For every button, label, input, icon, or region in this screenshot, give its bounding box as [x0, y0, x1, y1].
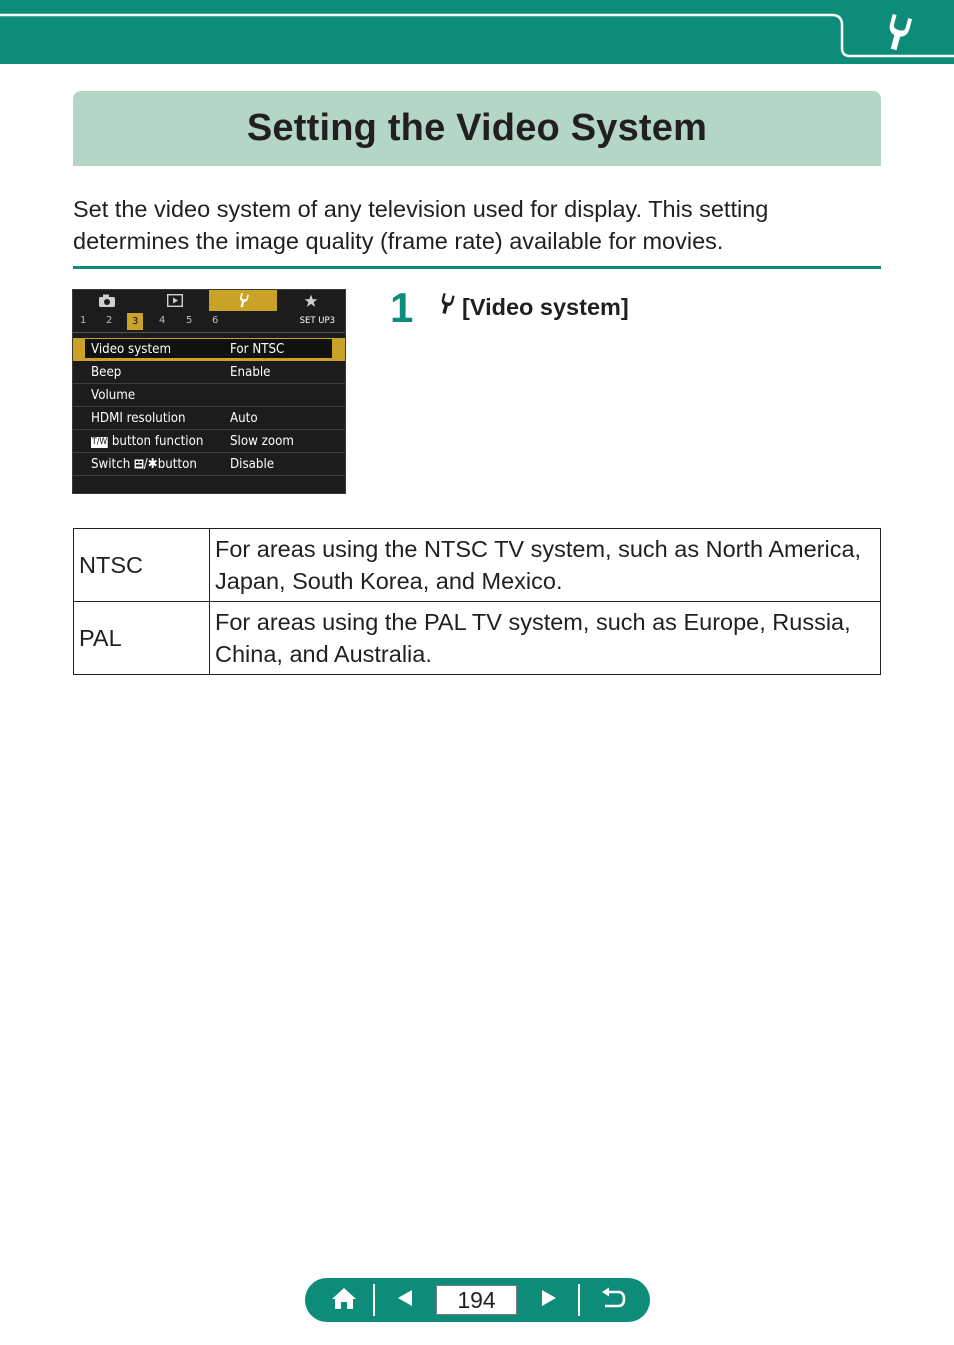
menu-row-label: HDMI resolution — [91, 410, 186, 426]
step-instruction — [436, 293, 629, 321]
menu-row-switch-button — [73, 453, 345, 476]
display-icon — [134, 456, 144, 472]
next-arrow-icon[interactable] — [540, 1289, 558, 1312]
table-row — [74, 529, 881, 602]
table-row — [74, 602, 881, 675]
return-icon[interactable] — [599, 1286, 627, 1315]
menu-row-hdmi-resolution — [73, 407, 345, 430]
play-icon — [141, 290, 209, 311]
menu-row-label: Video system — [91, 341, 172, 357]
menu-row-video-system — [73, 338, 345, 361]
page-number: 6 — [212, 315, 219, 326]
page-title: Setting the Video System — [246, 107, 708, 149]
page-number-active: 3 — [127, 313, 143, 330]
menu-row-label: /✱button — [143, 456, 197, 472]
nav-separator — [373, 1284, 375, 1316]
section-title-box — [73, 91, 881, 166]
menu-row-label-wrap — [91, 453, 197, 475]
intro-paragraph: Set the video system of any television used for display. This setting determines the image quality (frame rate) available for movies. — [73, 196, 769, 254]
menu-row-label: Beep — [91, 364, 122, 380]
menu-row-label: button function — [111, 433, 204, 449]
star-icon — [277, 290, 345, 311]
nav-separator — [578, 1284, 580, 1316]
prev-arrow-icon[interactable] — [396, 1289, 414, 1312]
page-number: 5 — [186, 315, 193, 326]
menu-row-value: Slow zoom — [230, 433, 294, 449]
menu-row-volume — [73, 384, 345, 407]
top-header-bar — [0, 0, 954, 64]
page-number: 1 — [80, 315, 87, 326]
camera-menu-screen — [72, 289, 346, 494]
menu-row-value: Disable — [230, 456, 275, 472]
step-label: [Video system] — [462, 293, 629, 320]
options-table — [73, 528, 881, 675]
option-description: For areas using the PAL TV system, such as Europe, Russia, China, and Australia. — [210, 602, 881, 675]
menu-row-label-prefix: Switch — [91, 456, 131, 472]
menu-row-label: Volume — [91, 387, 136, 403]
divider — [73, 266, 881, 269]
camera-menu-list — [73, 338, 345, 476]
camera-menu-page-numbers — [73, 312, 345, 333]
camera-menu-tabs — [73, 290, 345, 311]
menu-row-value: For NTSC — [230, 341, 285, 357]
header-bar-shape — [0, 0, 954, 64]
page-number: 4 — [159, 315, 166, 326]
menu-name: SET UP3 — [299, 316, 335, 326]
next-page-button[interactable] — [531, 1278, 567, 1322]
page-number-box: 194 — [436, 1285, 517, 1315]
return-button[interactable] — [591, 1278, 635, 1322]
tw-button-icon: T/W — [91, 437, 108, 447]
option-description: For areas using the NTSC TV system, such as North America, Japan, South Korea, and Mexico. — [210, 529, 881, 602]
home-button[interactable] — [323, 1278, 365, 1322]
option-key: PAL — [74, 602, 210, 675]
menu-row-beep — [73, 361, 345, 384]
option-key: NTSC — [74, 529, 210, 602]
page-number: 2 — [106, 315, 113, 326]
menu-row-tw-button-function — [73, 430, 345, 453]
camera-icon — [73, 290, 141, 311]
home-icon[interactable] — [330, 1286, 358, 1315]
previous-page-button[interactable] — [387, 1278, 423, 1322]
wrench-icon — [436, 293, 462, 321]
step-number: 1 — [390, 284, 414, 331]
menu-row-value: Enable — [230, 364, 271, 380]
wrench-icon[interactable] — [880, 14, 914, 52]
page-navigation — [305, 1278, 650, 1322]
wrench-icon — [209, 290, 277, 311]
menu-row-label-wrap — [91, 430, 203, 452]
menu-row-value: Auto — [230, 410, 258, 426]
